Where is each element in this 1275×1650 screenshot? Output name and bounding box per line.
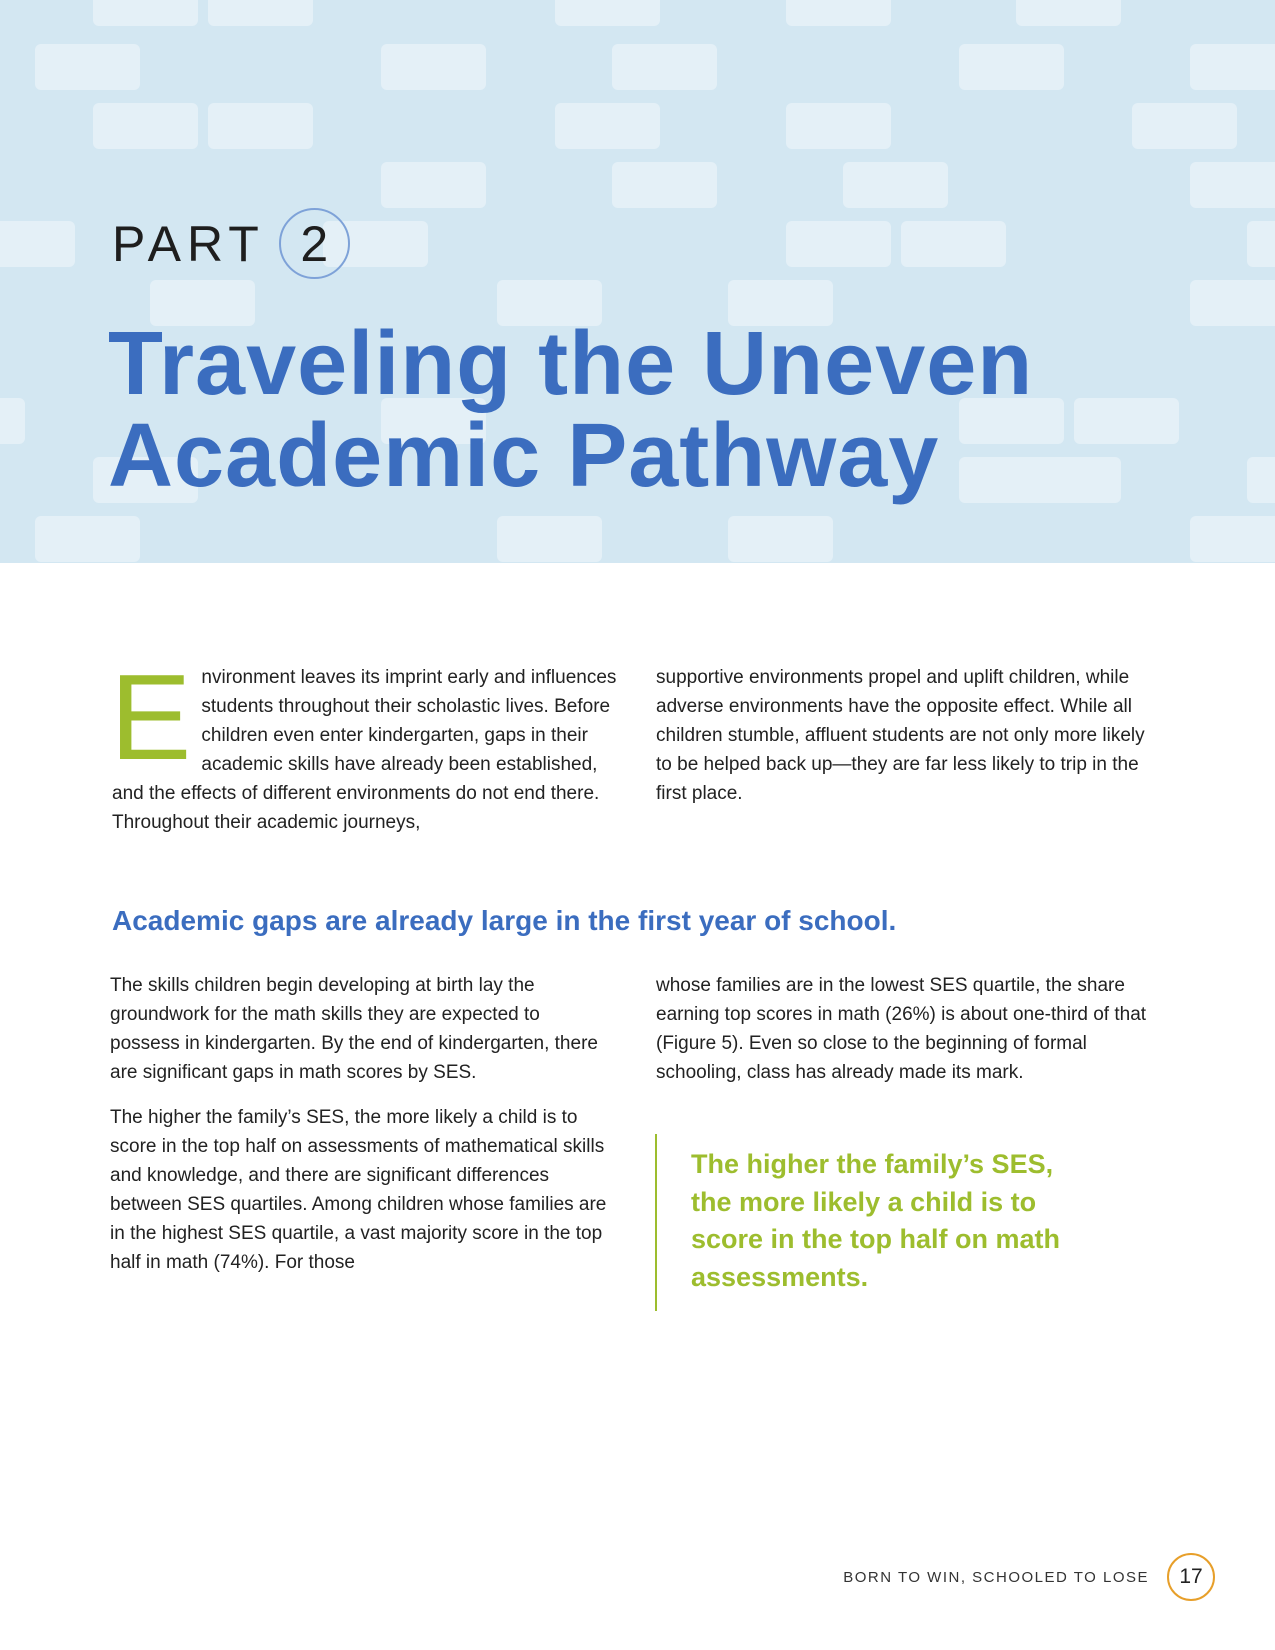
intro-text-right: supportive environments propel and uplift children, while adverse environments have the opposite effect. While all children stumble, affluent students are not only more likely to be helped back up—they are far less likely to trip in the first place.	[656, 667, 1145, 804]
section-heading: Academic gaps are already large in the first year of school.	[112, 905, 897, 936]
brick-decoration	[1074, 398, 1179, 444]
brick-decoration	[612, 162, 717, 208]
brick-decoration	[497, 516, 602, 562]
intro-left-column	[110, 649, 622, 837]
brick-decoration	[0, 398, 25, 444]
brick-decoration	[208, 103, 313, 149]
title-line-1: Traveling the Uneven	[108, 314, 1034, 414]
part-text: PART	[112, 215, 265, 272]
part-number-badge: 2	[279, 208, 350, 279]
brick-decoration	[555, 0, 660, 26]
brick-decoration	[786, 103, 891, 149]
brick-decoration	[35, 516, 140, 562]
brick-decoration	[612, 44, 717, 90]
intro-right-column	[656, 663, 1156, 808]
brick-decoration	[1247, 221, 1275, 267]
section-left-column	[110, 971, 610, 1293]
publication-title: BORN TO WIN, SCHOOLED TO LOSE	[843, 1568, 1149, 1586]
brick-decoration	[93, 0, 198, 26]
brick-decoration	[1190, 44, 1275, 90]
section-right-column	[656, 971, 1156, 1103]
brick-decoration	[1247, 457, 1275, 503]
brick-decoration	[208, 0, 313, 26]
paragraph: whose families are in the lowest SES quartile, the share earning top scores in math (26%) is about one-third of that (Figure 5). Even so close to the beginning of formal schooling, class has already made its mark.	[656, 975, 1147, 1083]
brick-decoration	[35, 44, 140, 90]
brick-decoration	[843, 162, 948, 208]
page-number: 17	[1167, 1553, 1215, 1601]
intro-text-left: nvironment leaves its imprint early and influences students throughout their scholastic lives. Before children even enter kindergarten, gaps in their academic skills have already been established, and the effects of different environments do not end there. Throughout their academic journeys,	[112, 667, 617, 833]
brick-decoration	[0, 221, 75, 267]
brick-decoration	[381, 44, 486, 90]
paragraph: The higher the family’s SES, the more likely a child is to score in the top half on assessments of mathematical skills and knowledge, and there are significant differences between SES quartiles. Among children whose families are in the highest SES quartile, a vast majority score in the top half in math (74%). For those	[110, 1107, 607, 1273]
title-line-2: Academic Pathway	[108, 406, 940, 506]
brick-decoration	[1132, 103, 1237, 149]
brick-decoration	[728, 516, 833, 562]
brick-decoration	[786, 0, 891, 26]
brick-decoration	[1190, 280, 1275, 326]
pull-quote: The higher the family’s SES, the more likely a child is to score in the top half on math assessments.	[655, 1134, 1095, 1311]
brick-decoration	[381, 162, 486, 208]
brick-decoration	[1016, 0, 1121, 26]
brick-decoration	[555, 103, 660, 149]
brick-decoration	[1190, 516, 1275, 562]
chapter-title	[108, 314, 1034, 506]
part-label	[112, 208, 350, 279]
page-footer	[843, 1553, 1215, 1601]
brick-decoration	[786, 221, 891, 267]
brick-decoration	[93, 103, 198, 149]
brick-decoration	[1190, 162, 1275, 208]
chapter-header	[0, 0, 1275, 563]
brick-decoration	[901, 221, 1006, 267]
paragraph: The skills children begin developing at birth lay the groundwork for the math skills they are expected to possess in kindergarten. By the end of kindergarten, there are significant gaps in math scores by SES.	[110, 975, 598, 1083]
brick-decoration	[959, 44, 1064, 90]
drop-cap: E	[110, 649, 192, 785]
